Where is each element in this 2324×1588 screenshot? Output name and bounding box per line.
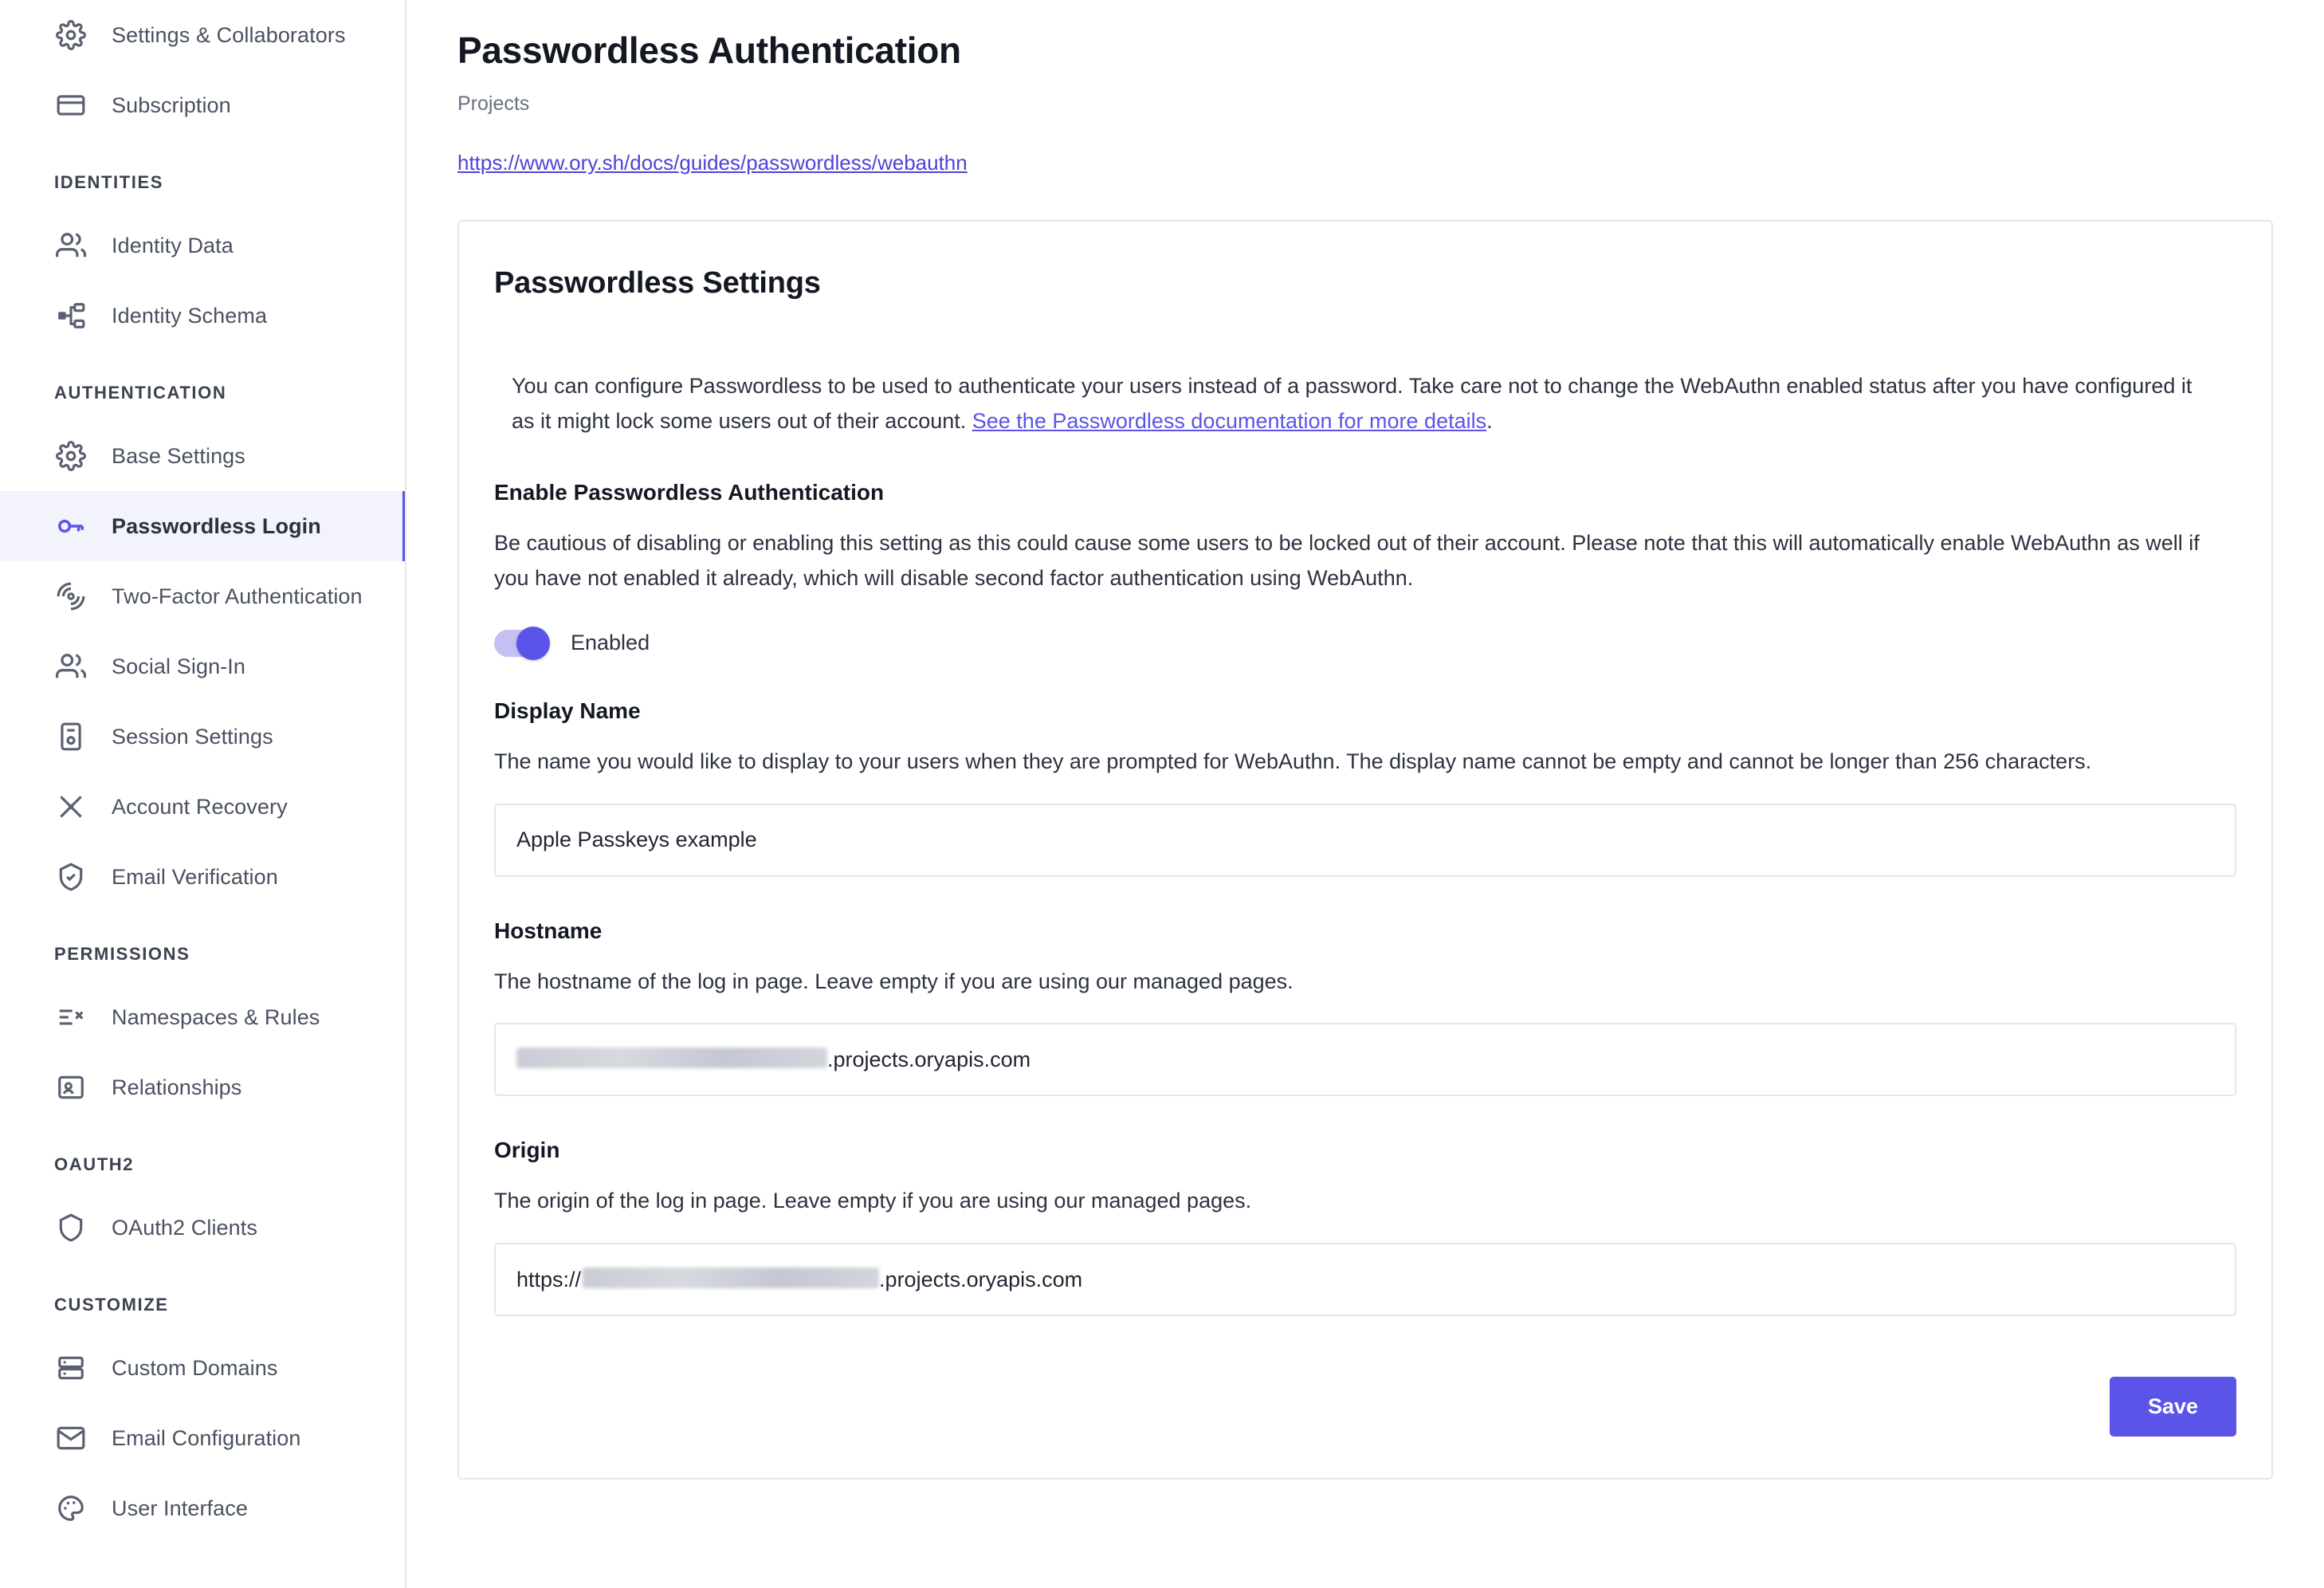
sidebar-item-namespaces-rules[interactable] bbox=[0, 982, 405, 1052]
sidebar-item-label: Session Settings bbox=[112, 724, 273, 749]
card-title: Passwordless Settings bbox=[494, 266, 821, 300]
sidebar-item-identity-data[interactable] bbox=[0, 210, 405, 281]
device-icon bbox=[54, 720, 88, 753]
hostname-field bbox=[494, 918, 2236, 1097]
schema-icon bbox=[54, 299, 88, 332]
enable-passwordless-toggle[interactable] bbox=[494, 630, 550, 657]
sidebar-item-email-configuration[interactable] bbox=[0, 1403, 405, 1473]
sidebar-section-customize: CUSTOMIZE bbox=[54, 1295, 169, 1315]
sidebar-item-session-settings[interactable] bbox=[0, 702, 405, 772]
origin-field bbox=[494, 1138, 2236, 1316]
credit-card-icon bbox=[54, 88, 88, 122]
fingerprint-icon bbox=[54, 580, 88, 613]
enable-passwordless-label: Enable Passwordless Authentication bbox=[494, 480, 885, 505]
sidebar-item-label: Email Configuration bbox=[112, 1425, 301, 1450]
origin-value-prefix: https:// bbox=[516, 1267, 582, 1291]
sidebar-item-two-factor-authentication[interactable] bbox=[0, 561, 405, 631]
main-content bbox=[406, 0, 2324, 1588]
sidebar-section-identities: IDENTITIES bbox=[54, 172, 164, 192]
sidebar-item-label: Email Verification bbox=[112, 864, 278, 889]
sidebar-item-settings-collaborators[interactable] bbox=[0, 0, 405, 70]
toggle-state-label: Enabled bbox=[571, 631, 650, 655]
hostname-value-suffix: .projects.oryapis.com bbox=[827, 1047, 1031, 1071]
sidebar-item-label: User Interface bbox=[112, 1496, 248, 1520]
display-name-value: Apple Passkeys example bbox=[516, 827, 757, 852]
sidebar-item-relationships[interactable] bbox=[0, 1052, 405, 1122]
sidebar-item-social-sign-in[interactable] bbox=[0, 631, 405, 702]
display-name-field bbox=[494, 698, 2236, 877]
gear-icon bbox=[54, 18, 88, 52]
sidebar-item-email-verification[interactable] bbox=[0, 842, 405, 912]
passwordless-settings-card bbox=[457, 220, 2273, 1480]
origin-value-suffix: .projects.oryapis.com bbox=[879, 1267, 1083, 1291]
sidebar-item-label: OAuth2 Clients bbox=[112, 1215, 257, 1240]
redacted-project-slug bbox=[583, 1268, 879, 1288]
sidebar-item-label: Social Sign-In bbox=[112, 654, 245, 678]
card-intro-text-end: . bbox=[1486, 408, 1493, 433]
origin-input[interactable] bbox=[494, 1243, 2236, 1316]
hostname-label: Hostname bbox=[494, 918, 603, 943]
recovery-icon bbox=[54, 790, 88, 823]
sidebar-item-custom-domains[interactable] bbox=[0, 1333, 405, 1403]
sidebar-item-label: Namespaces & Rules bbox=[112, 1004, 320, 1029]
sidebar-item-base-settings[interactable] bbox=[0, 421, 405, 491]
sidebar-item-label: Custom Domains bbox=[112, 1355, 278, 1380]
page-title: Passwordless Authentication bbox=[457, 29, 961, 71]
display-name-label: Display Name bbox=[494, 698, 641, 723]
enable-passwordless-toggle-row bbox=[494, 630, 2236, 657]
sidebar-item-account-recovery[interactable] bbox=[0, 772, 405, 842]
mail-icon bbox=[54, 1421, 88, 1455]
origin-label: Origin bbox=[494, 1138, 560, 1163]
key-icon bbox=[54, 509, 88, 543]
redacted-project-slug bbox=[516, 1048, 827, 1068]
shield-icon bbox=[54, 1211, 88, 1244]
display-name-input[interactable] bbox=[494, 804, 2236, 877]
hostname-description: The hostname of the log in page. Leave empty if you are using our managed pages. bbox=[494, 969, 1294, 993]
webauthn-docs-link[interactable]: https://www.ory.sh/docs/guides/passwordless/webauthn bbox=[457, 151, 968, 175]
relationships-icon bbox=[54, 1071, 88, 1104]
palette-icon bbox=[54, 1492, 88, 1525]
sidebar-item-subscription[interactable] bbox=[0, 70, 405, 140]
shield-check-icon bbox=[54, 860, 88, 894]
sidebar-item-label: Account Recovery bbox=[112, 794, 288, 819]
enable-passwordless-description: Be cautious of disabling or enabling this setting as this could cause some users to be locked out of their account. Please note that this will automatically enable WebAuthn as well if you have not enabled it already, which will disable second factor authentication using WebAuthn. bbox=[494, 531, 2200, 591]
origin-description: The origin of the log in page. Leave empty if you are using our managed pages. bbox=[494, 1189, 1252, 1213]
sidebar-section-authentication: AUTHENTICATION bbox=[54, 383, 227, 403]
sidebar-section-permissions: PERMISSIONS bbox=[54, 944, 190, 964]
sidebar-item-label: Passwordless Login bbox=[112, 513, 321, 538]
sidebar-item-label: Relationships bbox=[112, 1075, 242, 1099]
sidebar-item-label: Base Settings bbox=[112, 443, 245, 468]
gear-icon bbox=[54, 439, 88, 473]
passwordless-docs-inline-link[interactable]: See the Passwordless documentation for more details bbox=[972, 408, 1487, 433]
sidebar-item-passwordless-login[interactable] bbox=[0, 491, 405, 561]
sidebar-section-oauth2: OAUTH2 bbox=[54, 1154, 135, 1174]
sidebar bbox=[0, 0, 406, 1588]
sidebar-item-label: Subscription bbox=[112, 92, 231, 117]
sidebar-item-label: Identity Data bbox=[112, 233, 234, 257]
sidebar-item-label: Identity Schema bbox=[112, 303, 268, 328]
enable-passwordless-field bbox=[494, 480, 2236, 656]
sidebar-item-user-interface[interactable] bbox=[0, 1473, 405, 1543]
sidebar-item-identity-schema[interactable] bbox=[0, 281, 405, 351]
card-intro bbox=[494, 369, 2236, 438]
server-icon bbox=[54, 1351, 88, 1385]
display-name-description: The name you would like to display to your users when they are prompted for WebAuthn. The display name cannot be empty and cannot be longer than 256 characters. bbox=[494, 749, 2092, 773]
rules-icon bbox=[54, 1000, 88, 1034]
sidebar-item-oauth2-clients[interactable] bbox=[0, 1193, 405, 1263]
toggle-knob bbox=[516, 627, 550, 660]
card-intro-text: You can configure Passwordless to be used to authenticate your users instead of a password. Take care not to change the WebAuthn enabled status after you have configured it as it might lock some users out of their account. bbox=[512, 374, 2192, 433]
save-button[interactable]: Save bbox=[2110, 1377, 2236, 1437]
hostname-input[interactable] bbox=[494, 1023, 2236, 1096]
save-row bbox=[494, 1377, 2236, 1437]
sidebar-item-label: Settings & Collaborators bbox=[112, 22, 346, 47]
users-icon bbox=[54, 229, 88, 262]
users-icon bbox=[54, 650, 88, 683]
sidebar-item-label: Two-Factor Authentication bbox=[112, 584, 363, 608]
breadcrumb: Projects bbox=[457, 92, 530, 115]
